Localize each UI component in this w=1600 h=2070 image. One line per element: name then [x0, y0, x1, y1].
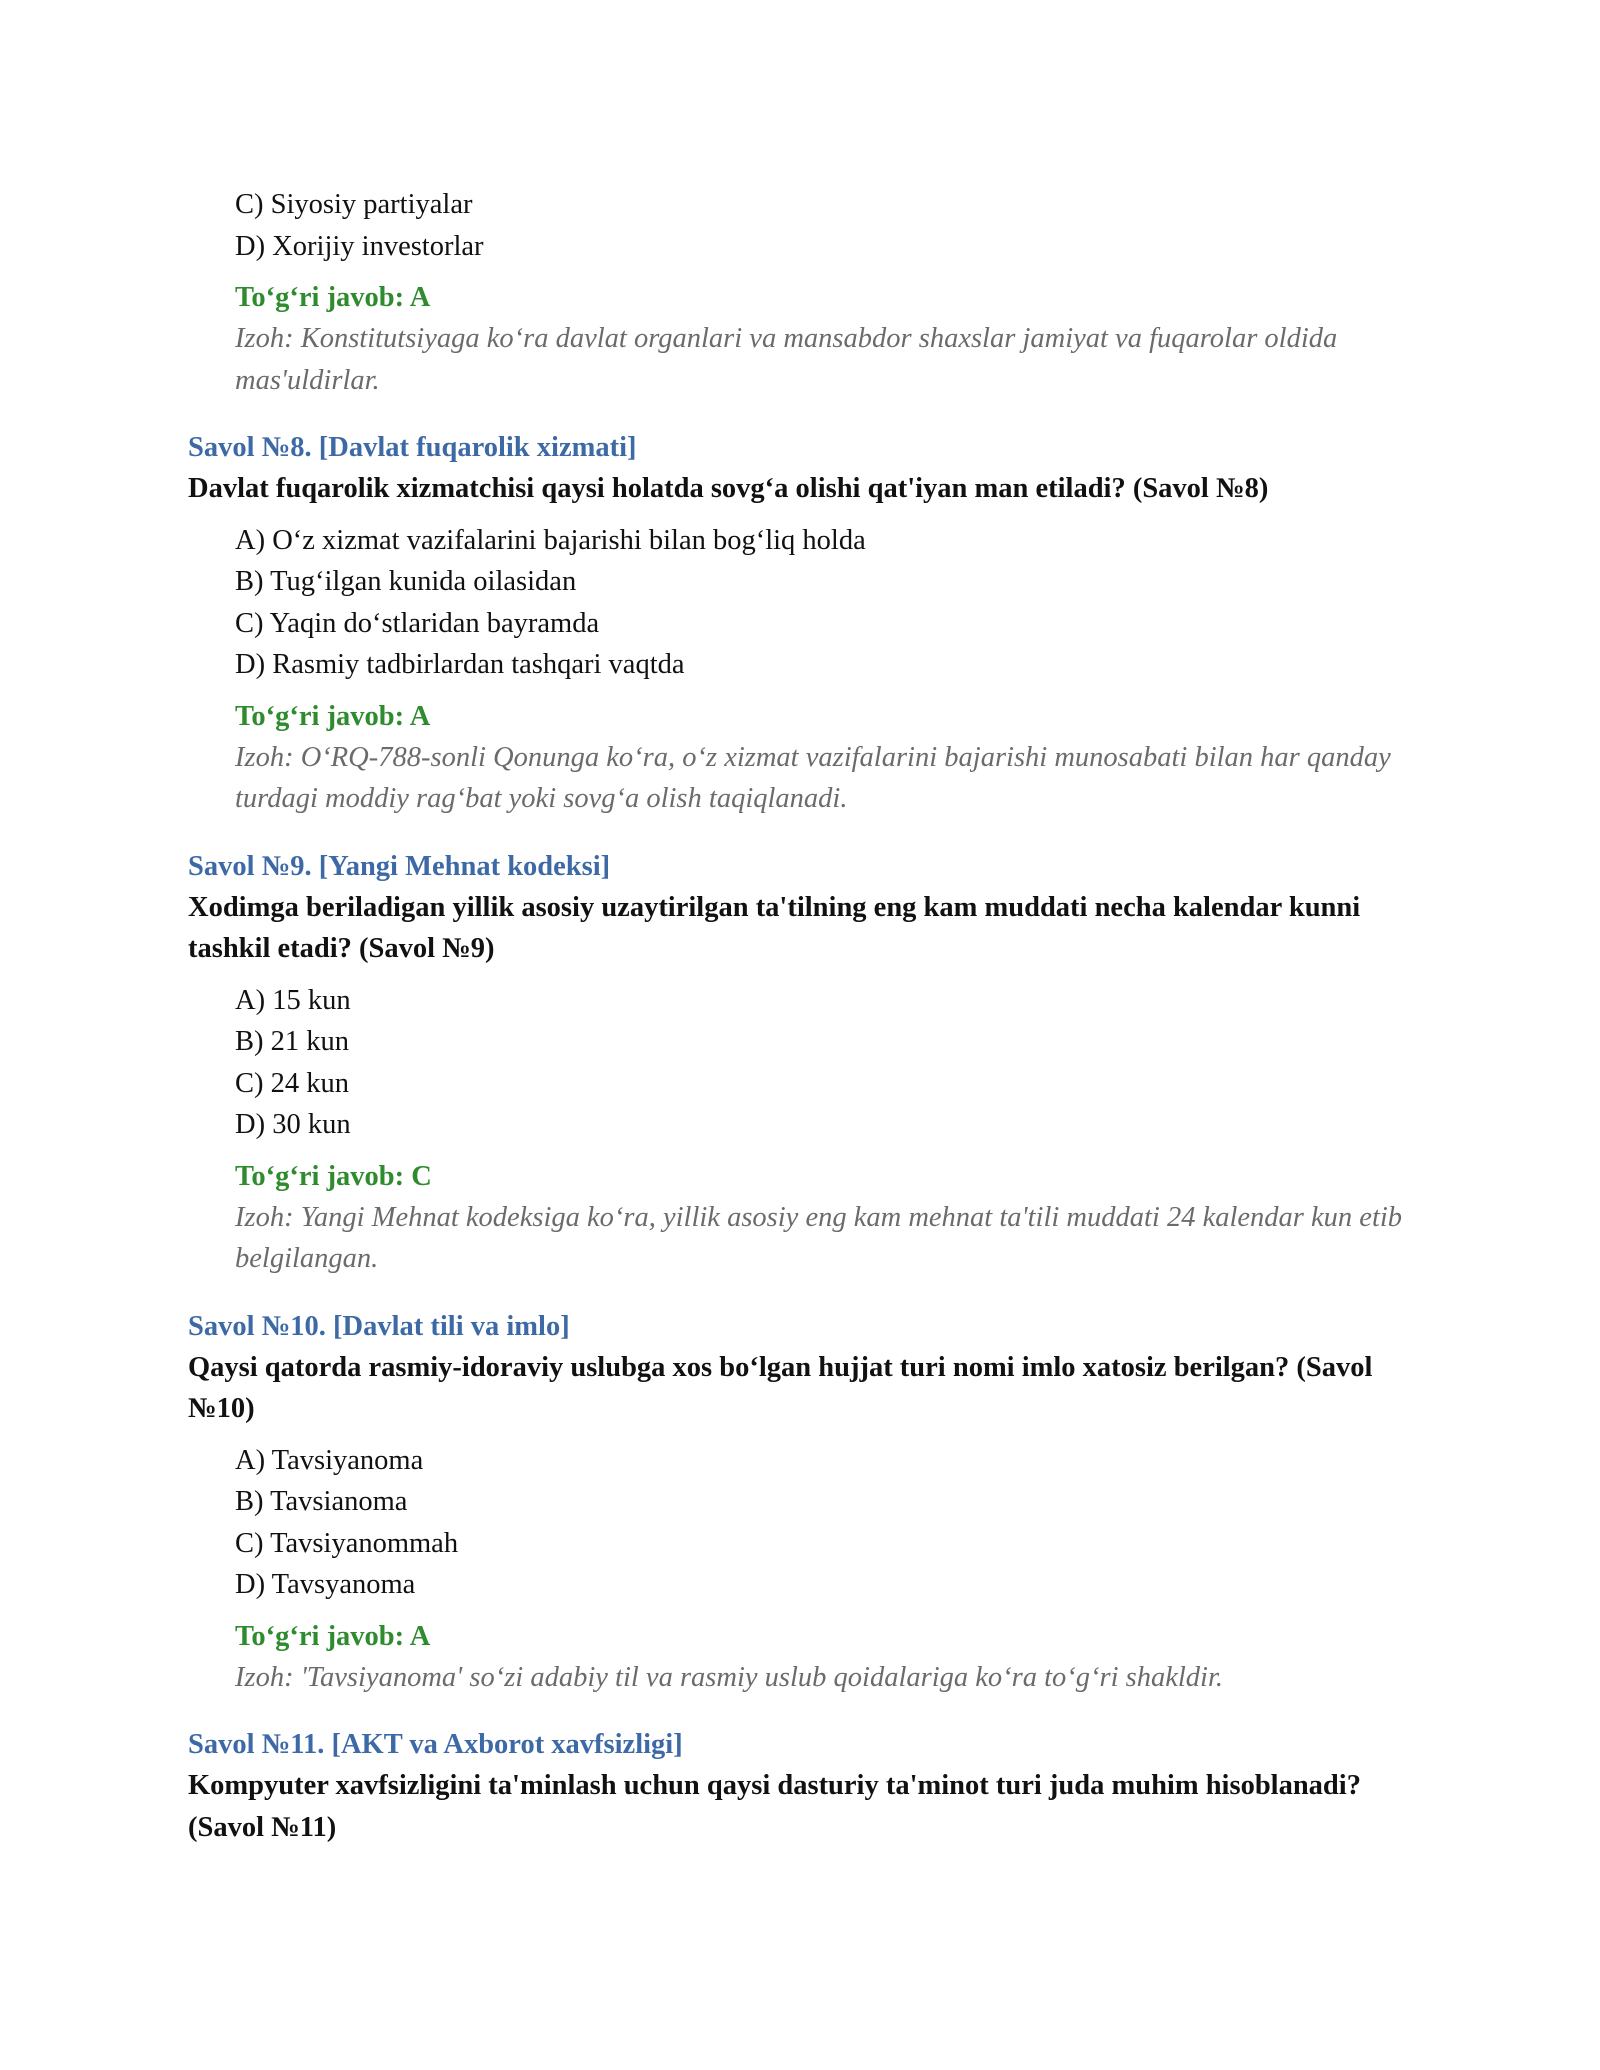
option-c: C) Tavsiyanommah	[235, 1527, 459, 1559]
options-list	[188, 980, 1428, 1146]
option-c: C) Yaqin do‘stlaridan bayramda	[235, 607, 600, 639]
options-list	[188, 184, 1428, 267]
option-c: C) 24 kun	[235, 1067, 349, 1099]
correct-answer: To‘g‘ri javob: A	[235, 282, 431, 313]
option-b: B) Tavsianoma	[235, 1486, 408, 1517]
question-heading: Savol №9. [Yangi Mehnat kodeksi]	[188, 850, 611, 882]
explanation-note: Izoh: Konstitutsiyaga ko‘ra davlat organlari va mansabdor shaxslar jamiyat va fuqarolar oldida mas'uldirlar.	[235, 323, 1338, 396]
question-11	[188, 1724, 1428, 1848]
option-b: B) Tug‘ilgan kunida oilasidan	[235, 566, 577, 597]
question-text: Qaysi qatorda rasmiy-idoraviy uslubga xos bo‘lgan hujjat turi nomi imlo xatosiz berilgan? (Savol №10)	[188, 1351, 1373, 1424]
correct-answer: To‘g‘ri javob: A	[235, 700, 431, 732]
option-d: D) Tavsyanoma	[235, 1569, 416, 1600]
question-text: Kompyuter xavfsizligini ta'minlash uchun qaysi dasturiy ta'minot turi juda muhim hisoblanadi? (Savol №11)	[188, 1770, 1361, 1843]
option-d: D) Rasmiy tadbirlardan tashqari vaqtda	[235, 649, 685, 680]
options-list	[188, 520, 1428, 686]
option-c: C) Siyosiy partiyalar	[235, 189, 473, 220]
document-page	[188, 184, 1428, 1848]
correct-answer: To‘g‘ri javob: C	[235, 1160, 432, 1192]
explanation-note: Izoh: O‘RQ-788-sonli Qonunga ko‘ra, o‘z xizmat vazifalarini bajarishi munosabati bilan har qanday turdagi moddiy rag‘bat yoki sovg‘a olish taqiqlanadi.	[235, 741, 1391, 814]
question-10	[188, 1306, 1428, 1699]
explanation-note: Izoh: 'Tavsiyanoma' so‘zi adabiy til va rasmiy uslub qoidalariga ko‘ra to‘g‘ri shakldir.	[235, 1661, 1224, 1693]
question-9	[188, 846, 1428, 1280]
correct-answer: To‘g‘ri javob: A	[235, 1620, 431, 1652]
options-list	[188, 1440, 1428, 1606]
option-a: A) O‘z xizmat vazifalarini bajarishi bilan bog‘liq holda	[235, 524, 866, 556]
question-7-tail	[188, 184, 1428, 401]
question-heading: Savol №11. [AKT va Axborot xavfsizligi]	[188, 1729, 683, 1760]
question-text: Xodimga beriladigan yillik asosiy uzaytirilgan ta'tilning eng kam muddati necha kalendar kunni tashkil etadi? (Savol №9)	[188, 891, 1361, 964]
option-a: A) Tavsiyanoma	[235, 1444, 424, 1476]
option-d: D) 30 kun	[235, 1109, 351, 1140]
option-a: A) 15 kun	[235, 984, 351, 1016]
question-heading: Savol №10. [Davlat tili va imlo]	[188, 1310, 570, 1342]
option-b: B) 21 kun	[235, 1026, 349, 1057]
question-text: Davlat fuqarolik xizmatchisi qaysi holatda sovg‘a olishi qat'iyan man etiladi? (Savol №8)	[188, 473, 1269, 504]
question-heading: Savol №8. [Davlat fuqarolik xizmati]	[188, 432, 637, 463]
explanation-note: Izoh: Yangi Mehnat kodeksiga ko‘ra, yillik asosiy eng kam mehnat ta'tili muddati 24 kalendar kun etib belgilangan.	[235, 1201, 1403, 1274]
option-d: D) Xorijiy investorlar	[235, 230, 484, 262]
question-8	[188, 427, 1428, 820]
